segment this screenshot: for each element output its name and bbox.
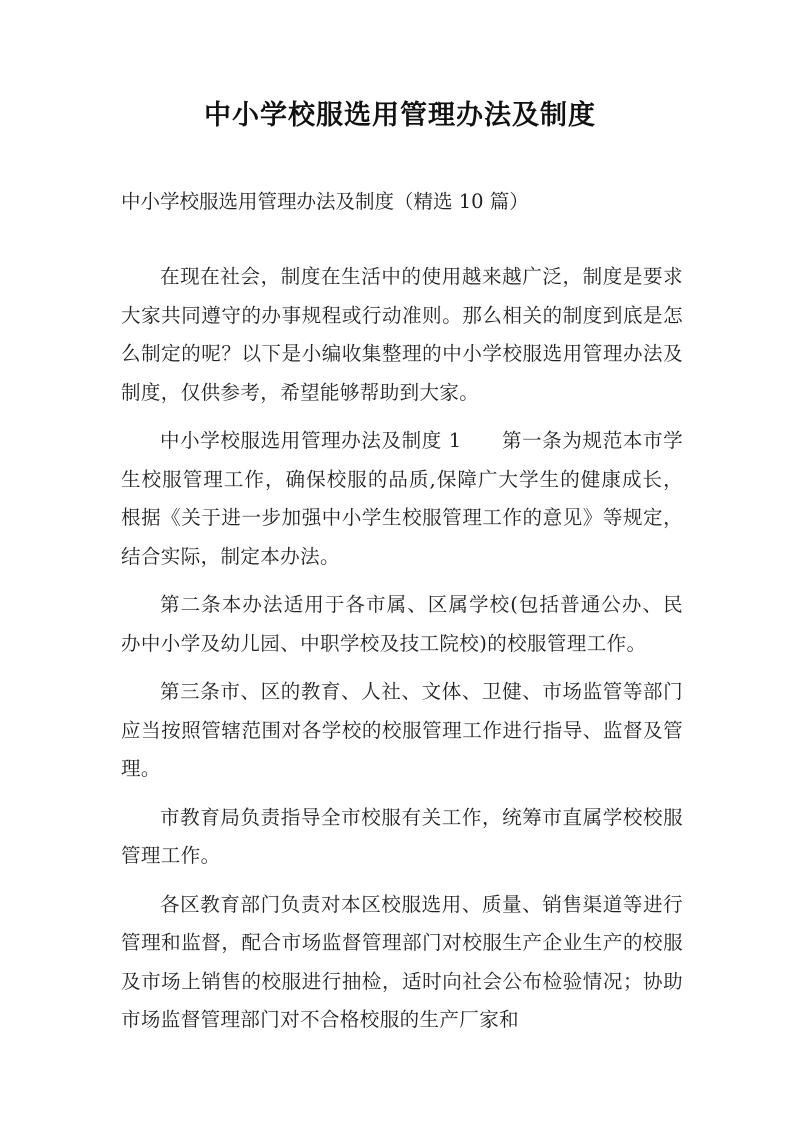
paragraph-article-2: 第二条本办法适用于各市属、区属学校(包括普通公办、民办中小学及幼儿园、中职学校及技工院校)的校服管理工作。 [121,593,683,655]
paragraph-article-3: 第三条市、区的教育、人社、文体、卫健、市场监管等部门应当按照管辖范围对各学校的校服管理工作进行指导、监督及管理。 [121,680,683,780]
paragraph-intro: 在现在社会，制度在生活中的使用越来越广泛，制度是要求大家共同遵守的办事规程或行动准则。那么相关的制度到底是怎么制定的呢？以下是小编收集整理的中小学校服选用管理办法及制度，仅供参考，希望能够帮助到大家。 [121,265,683,404]
paragraph-city-bureau: 市教育局负责指导全市校服有关工作，统筹市直属学校校服管理工作。 [121,805,683,867]
document-body [121,258,683,1050]
document-title: 中小学校服选用管理办法及制度 [204,100,596,131]
paragraph-article-1: 中小学校服选用管理办法及制度 1 第一条为规范本市学生校服管理工作，确保校服的品质,保障广大学生的健康成长，根据《关于进一步加强中小学生校服管理工作的意见》等规定，结合实际，制定本办法。 [121,429,683,568]
document-subtitle: 中小学校服选用管理办法及制度（精选 10 篇） [121,190,529,213]
paragraph-district-dept: 各区教育部门负责对本区校服选用、质量、销售渠道等进行管理和监督，配合市场监督管理部门对校服生产企业生产的校服及市场上销售的校服进行抽检，适时向社会公布检验情况；协助市场监督管理部门对不合格校服的生产厂家和 [121,892,683,1031]
